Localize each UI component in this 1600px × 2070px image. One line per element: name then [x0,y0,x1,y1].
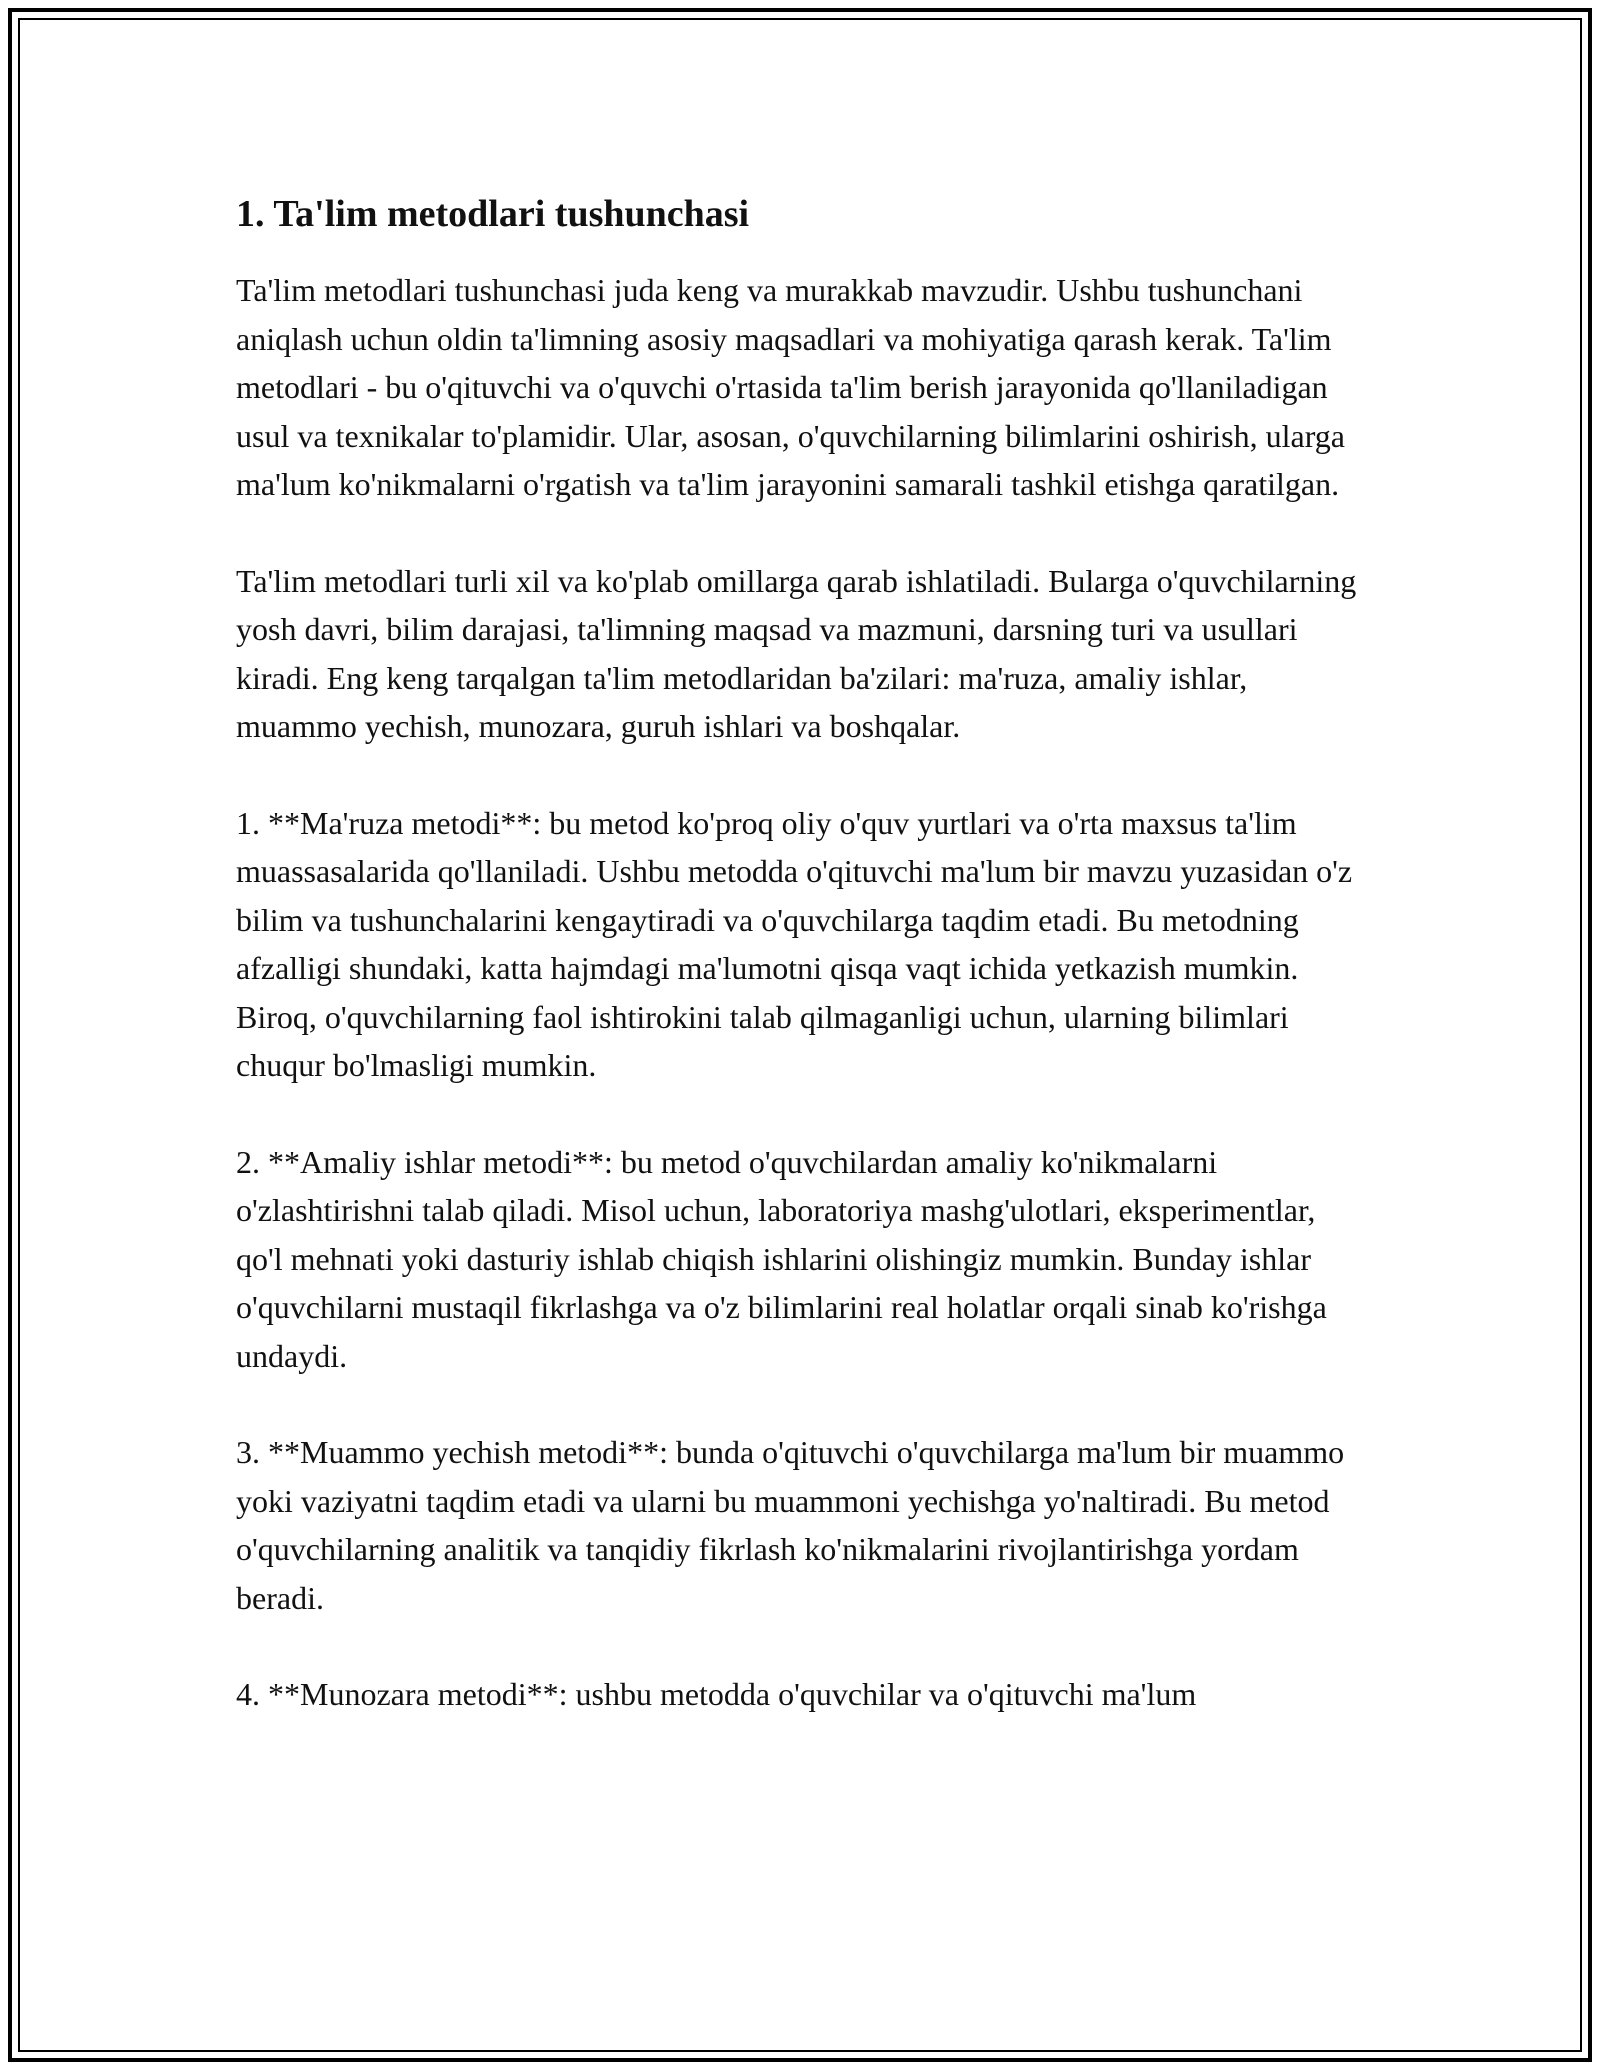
paragraph-practical-method: 2. **Amaliy ishlar metodi**: bu metod o'quvchilardan amaliy ko'nikmalarni o'zlashtirishni talab qiladi. Misol uchun, laboratoriya mashg'ulotlari, eksperimentlar, qo'l mehnati yoki dasturiy ishlab chiqish ishlarini olishingiz mumkin. Bunday ishlar o'quvchilarni mustaqil fikrlashga va o'z bilimlarini real holatlar orqali sinab ko'rishga undaydi. [236,1143,1327,1374]
document-body [236,186,1366,1719]
paragraph-discussion-method: 4. **Munozara metodi**: ushbu metodda o'quvchilar va o'qituvchi ma'lum [236,1676,1197,1712]
paragraph-lecture-method: 1. **Ma'ruza metodi**: bu metod ko'proq oliy o'quv yurtlari va o'rta maxsus ta'lim muassasalarida qo'llaniladi. Ushbu metodda o'qituvchi ma'lum bir mavzu yuzasidan o'z bilim va tushunchalarini kengaytiradi va o'quvchilarga taqdim etadi. Bu metodning afzalligi shundaki, katta hajmdagi ma'lumotni qisqa vaqt ichida yetkazish mumkin. Biroq, o'quvchilarning faol ishtirokini talab qilmaganligi uchun, ularning bilimlari chuqur bo'lmasligi mumkin. [236,804,1353,1083]
section-heading: 1. Ta'lim metodlari tushunchasi [236,193,750,235]
paragraph-intro: Ta'lim metodlari tushunchasi juda keng va murakkab mavzudir. Ushbu tushunchani aniqlash uchun oldin ta'limning asosiy maqsadlari va mohiyatiga qarash kerak. Ta'lim metodlari - bu o'qituvchi va o'quvchi o'rtasida ta'lim berish jarayonida qo'llaniladigan usul va texnikalar to'plamidir. Ular, asosan, o'quvchilarning bilimlarini oshirish, ularga ma'lum ko'nikmalarni o'rgatish va ta'lim jarayonini samarali tashkil etishga qaratilgan. [236,272,1345,502]
paragraph-problem-solving-method: 3. **Muammo yechish metodi**: bunda o'qituvchi o'quvchilarga ma'lum bir muammo yoki vaziyatni taqdim etadi va ularni bu muammoni yechishga yo'naltiradi. Bu metod o'quvchilarning analitik va tanqidiy fikrlash ko'nikmalarini rivojlantirishga yordam beradi. [236,1434,1345,1616]
paragraph-factors: Ta'lim metodlari turli xil va ko'plab omillarga qarab ishlatiladi. Bularga o'quvchilarning yosh davri, bilim darajasi, ta'limning maqsad va mazmuni, darsning turi va usullari kiradi. Eng keng tarqalgan ta'lim metodlaridan ba'zilari: ma'ruza, amaliy ishlar, muammo yechish, munozara, guruh ishlari va boshqalar. [236,562,1357,744]
